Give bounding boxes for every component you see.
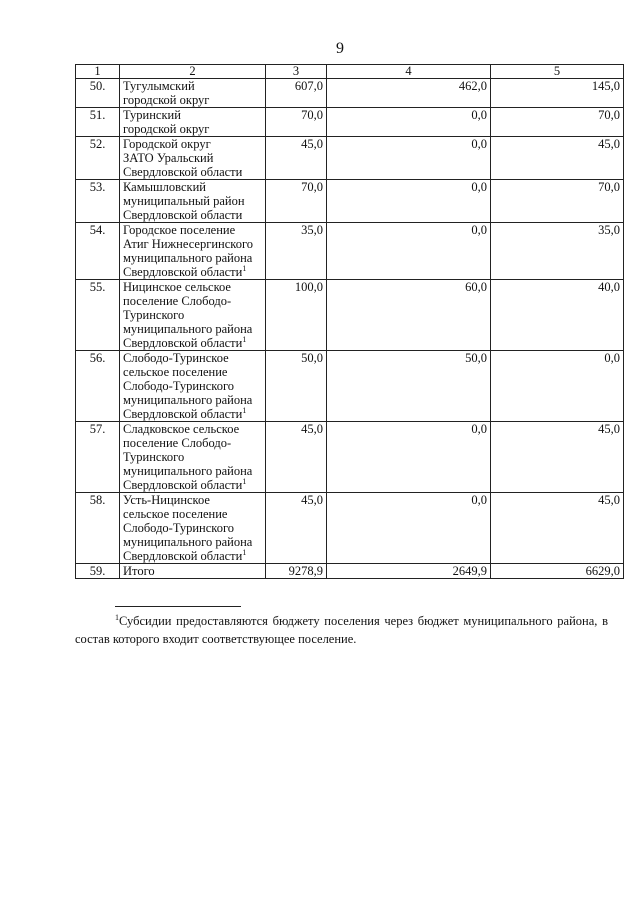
row-number: 56. [76, 351, 120, 422]
name-line [123, 165, 262, 179]
amount-total: 607,0 [266, 79, 327, 108]
name-line-text: Городское поселение [123, 223, 236, 237]
municipality-name [120, 493, 266, 564]
table-header-row [76, 65, 624, 79]
name-line-text: Туринского [123, 308, 185, 322]
municipality-name [120, 137, 266, 180]
header-col-5: 5 [491, 65, 624, 79]
amount-total: 35,0 [266, 223, 327, 280]
municipality-name [120, 280, 266, 351]
name-line [123, 93, 262, 107]
name-line [123, 549, 262, 563]
name-line-text: поселение Слободо- [123, 436, 232, 450]
row-number: 59. [76, 564, 120, 579]
municipality-name [120, 564, 266, 579]
name-line-text: сельское поселение [123, 365, 228, 379]
amount-col-5: 45,0 [491, 137, 624, 180]
header-col-3: 3 [266, 65, 327, 79]
name-line [123, 223, 262, 237]
name-line [123, 521, 262, 535]
amount-col-4: 0,0 [327, 493, 491, 564]
name-line-text: Усть-Ницинское [123, 493, 210, 507]
name-line [123, 294, 262, 308]
name-line-text: ЗАТО Уральский [123, 151, 214, 165]
name-line [123, 407, 262, 421]
name-line [123, 478, 262, 492]
name-line-text: городской округ [123, 93, 210, 107]
name-line [123, 251, 262, 265]
amount-col-5: 70,0 [491, 180, 624, 223]
amount-col-4: 0,0 [327, 180, 491, 223]
row-number: 51. [76, 108, 120, 137]
row-number: 58. [76, 493, 120, 564]
name-line-text: Свердловской области [123, 478, 243, 492]
name-line-text: муниципальный район [123, 194, 245, 208]
name-line-text: Слободо-Туринского [123, 521, 235, 535]
name-line-text: Итого [123, 564, 155, 578]
amount-total: 9278,9 [266, 564, 327, 579]
name-line-text: Слободо-Туринское [123, 351, 229, 365]
name-line [123, 280, 262, 294]
name-line [123, 180, 262, 194]
name-line [123, 137, 262, 151]
row-number: 55. [76, 280, 120, 351]
footnote-ref: 1 [242, 405, 247, 415]
row-number: 50. [76, 79, 120, 108]
municipality-name [120, 223, 266, 280]
name-line-text: Туринский [123, 108, 181, 122]
municipality-name [120, 180, 266, 223]
footnote-text: Субсидии предоставляются бюджету поселения через бюджет муниципального района, в состав которого входит соответствующее поселение. [75, 614, 608, 646]
row-number: 53. [76, 180, 120, 223]
name-line [123, 436, 262, 450]
name-line [123, 379, 262, 393]
header-col-1: 1 [76, 65, 120, 79]
amount-col-5: 45,0 [491, 422, 624, 493]
header-col-4: 4 [327, 65, 491, 79]
amount-total: 45,0 [266, 137, 327, 180]
amount-total: 100,0 [266, 280, 327, 351]
footnote-ref: 1 [242, 334, 247, 344]
name-line [123, 237, 262, 251]
amount-col-4: 50,0 [327, 351, 491, 422]
name-line [123, 151, 262, 165]
name-line-text: Ницинское сельское [123, 280, 231, 294]
amount-col-5: 35,0 [491, 223, 624, 280]
amount-col-4: 462,0 [327, 79, 491, 108]
name-line-text: поселение Слободо- [123, 294, 232, 308]
name-line-text: Атиг Нижнесергинского [123, 237, 254, 251]
footnote-ref: 1 [242, 476, 247, 486]
footnote-ref: 1 [242, 263, 247, 273]
name-line [123, 308, 262, 322]
name-line [123, 507, 262, 521]
page-number: 9 [336, 40, 344, 57]
amount-total: 70,0 [266, 108, 327, 137]
table-row [76, 108, 624, 137]
header-col-2: 2 [120, 65, 266, 79]
name-line-text: муниципального района [123, 251, 253, 265]
name-line-text: Свердловской области [123, 407, 243, 421]
name-line-text: Свердловской области [123, 208, 243, 222]
amount-col-5: 70,0 [491, 108, 624, 137]
name-line-text: Свердловской области [123, 265, 243, 279]
amount-col-4: 0,0 [327, 223, 491, 280]
footnote-divider [115, 606, 241, 607]
amount-col-5: 145,0 [491, 79, 624, 108]
name-line-text: Тугулымский [123, 79, 195, 93]
amount-col-5: 40,0 [491, 280, 624, 351]
municipality-name [120, 422, 266, 493]
name-line [123, 122, 262, 136]
footnote-marker: 1 [115, 612, 119, 622]
name-line-text: Сладковское сельское [123, 422, 240, 436]
amount-total: 45,0 [266, 493, 327, 564]
name-line-text: муниципального района [123, 535, 253, 549]
amount-col-4: 60,0 [327, 280, 491, 351]
name-line [123, 422, 262, 436]
name-line [123, 493, 262, 507]
table-row [76, 280, 624, 351]
municipality-name [120, 79, 266, 108]
amount-col-5: 0,0 [491, 351, 624, 422]
amount-total: 50,0 [266, 351, 327, 422]
amount-total: 45,0 [266, 422, 327, 493]
name-line [123, 393, 262, 407]
name-line-text: муниципального района [123, 464, 253, 478]
municipality-name [120, 108, 266, 137]
name-line [123, 322, 262, 336]
amount-col-4: 0,0 [327, 108, 491, 137]
name-line-text: Свердловской области [123, 549, 243, 563]
row-number: 52. [76, 137, 120, 180]
name-line [123, 208, 262, 222]
name-line-text: Слободо-Туринского [123, 379, 235, 393]
name-line [123, 336, 262, 350]
name-line [123, 564, 262, 578]
name-line-text: муниципального района [123, 322, 253, 336]
name-line-text: Свердловской области [123, 336, 243, 350]
amount-total: 70,0 [266, 180, 327, 223]
table-row [76, 137, 624, 180]
row-number: 54. [76, 223, 120, 280]
name-line [123, 535, 262, 549]
municipality-name [120, 351, 266, 422]
table-body [76, 79, 624, 579]
table-row [76, 351, 624, 422]
amount-col-5: 6629,0 [491, 564, 624, 579]
table-row [76, 493, 624, 564]
amount-col-5: 45,0 [491, 493, 624, 564]
amount-col-4: 0,0 [327, 422, 491, 493]
amount-col-4: 2649,9 [327, 564, 491, 579]
name-line [123, 464, 262, 478]
name-line [123, 351, 262, 365]
name-line [123, 79, 262, 93]
footnote-ref: 1 [242, 547, 247, 557]
table-row [76, 79, 624, 108]
name-line [123, 365, 262, 379]
footnote [75, 612, 608, 648]
name-line-text: сельское поселение [123, 507, 228, 521]
name-line-text: городской округ [123, 122, 210, 136]
name-line-text: муниципального района [123, 393, 253, 407]
name-line-text: Камышловский [123, 180, 206, 194]
row-number: 57. [76, 422, 120, 493]
name-line-text: Свердловской области [123, 165, 243, 179]
name-line [123, 265, 262, 279]
table-row [76, 422, 624, 493]
name-line-text: Городской округ [123, 137, 211, 151]
table-row [76, 223, 624, 280]
subsidy-table [75, 64, 624, 579]
table-row [76, 180, 624, 223]
name-line [123, 108, 262, 122]
name-line [123, 194, 262, 208]
name-line-text: Туринского [123, 450, 185, 464]
table-row [76, 564, 624, 579]
name-line [123, 450, 262, 464]
amount-col-4: 0,0 [327, 137, 491, 180]
